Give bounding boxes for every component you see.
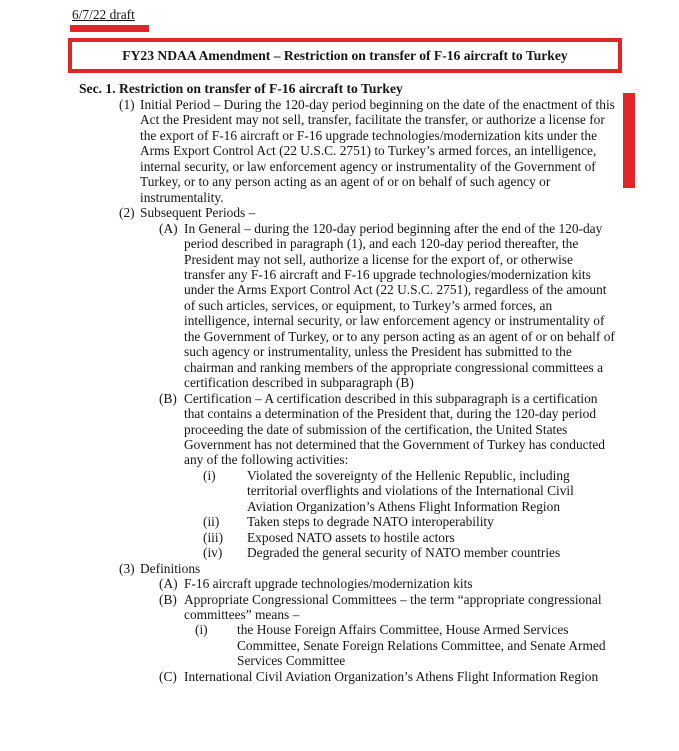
clause-marker: (3) bbox=[119, 560, 135, 576]
clause-3A bbox=[159, 576, 615, 592]
title-box bbox=[68, 38, 622, 73]
clause-text: Violated the sovereignty of the Hellenic Republic, including territorial overflights and violations of the International Civil Aviation Organization’s Athens Flight Information Region bbox=[247, 467, 574, 514]
clause-marker: (iii) bbox=[203, 529, 224, 545]
clause-3B-i bbox=[195, 622, 615, 669]
clause-text: Subsequent Periods – bbox=[140, 205, 256, 221]
clause-text: Degraded the general security of NATO member countries bbox=[247, 545, 561, 561]
draft-date-label: 6/7/22 draft bbox=[72, 7, 135, 22]
clause-3B bbox=[159, 591, 615, 623]
document-title: FY23 NDAA Amendment – Restriction on transfer of F-16 aircraft to Turkey bbox=[122, 47, 568, 63]
clause-text: the House Foreign Affairs Committee, House Armed Services Committee, Senate Foreign Relations Committee, and Senate Armed Services Committee bbox=[237, 622, 606, 669]
section-heading: Sec. 1. Restriction on transfer of F-16 aircraft to Turkey bbox=[79, 81, 403, 96]
document-body bbox=[0, 97, 679, 684]
clause-text: Initial Period – During the 120-day period beginning on the date of the enactment of this Act the President may not sell, transfer, facilitate the transfer, or authorize a license for the export of F-16 aircraft or F-16 upgrade technologies/modernization kits under the Arms Export Control Act (22 U.S.C. 2751) to Turkey’s armed forces, an intelligence, internal security, or law enforcement agency or instrumentality of the Government of Turkey, or to any person acting as an agent of or on behalf of such agency or instrumentality. bbox=[140, 97, 615, 205]
clause-text: Definitions bbox=[140, 560, 201, 576]
clause-marker: (1) bbox=[119, 97, 135, 112]
clause-text: F-16 aircraft upgrade technologies/modernization kits bbox=[184, 576, 473, 592]
clause-marker: (i) bbox=[195, 622, 208, 638]
clause-text: Appropriate Congressional Committees – the term “appropriate congressional committees” means – bbox=[184, 591, 602, 622]
clause-2B-i bbox=[203, 467, 615, 514]
clause-3 bbox=[119, 560, 615, 576]
clause-marker: (i) bbox=[203, 467, 216, 483]
clause-2B-iii bbox=[203, 529, 615, 545]
red-margin-marker bbox=[623, 93, 635, 188]
clause-marker: (ii) bbox=[203, 514, 220, 530]
clause-marker: (A) bbox=[159, 220, 178, 236]
clause-2B-ii bbox=[203, 514, 615, 530]
clause-marker: (B) bbox=[159, 591, 177, 607]
clause-text: In General – during the 120-day period beginning after the end of the 120-day period described in paragraph (1), and each 120-day period thereafter, the President may not sell, authorize a license for the export of, or otherwise transfer any F-16 aircraft and F-16 upgrade technologies/modernization kits under the Arms Export Control Act (22 U.S.C. 2751), regardless of the amount of such articles, services, or equipment, to Turkey’s armed forces, an intelligence, internal security, or law enforcement agency or instrumentality of the Government of Turkey, or to any person acting as an agent of or on behalf of such agency or instrumentality, unless the President has submitted to the chairman and ranking members of the appropriate congressional committees a certification described in subparagraph (B) bbox=[184, 220, 615, 391]
clause-2 bbox=[119, 205, 615, 221]
clause-marker: (B) bbox=[159, 390, 177, 406]
clause-2B bbox=[159, 390, 615, 468]
clause-text: Taken steps to degrade NATO interoperability bbox=[247, 514, 494, 530]
clause-text: Certification – A certification described in this subparagraph is a certification that contains a determination of the President that, during the 120-day period proceeding the date of submission of the certification, the United States Government has not determined that the Government of Turkey has conducted any of the following activities: bbox=[184, 390, 605, 468]
clause-marker: (C) bbox=[159, 668, 177, 684]
clause-3C bbox=[159, 668, 615, 684]
red-highlight-bar bbox=[70, 25, 149, 32]
clause-2A bbox=[159, 220, 615, 391]
clause-marker: (A) bbox=[159, 576, 178, 592]
clause-text: Exposed NATO assets to hostile actors bbox=[247, 529, 455, 545]
clause-2B-iv bbox=[203, 545, 615, 561]
clause-marker: (iv) bbox=[203, 545, 223, 561]
clause-1 bbox=[119, 97, 615, 205]
clause-text: International Civil Aviation Organization’s Athens Flight Information Region bbox=[184, 668, 599, 684]
clause-marker: (2) bbox=[119, 205, 135, 221]
